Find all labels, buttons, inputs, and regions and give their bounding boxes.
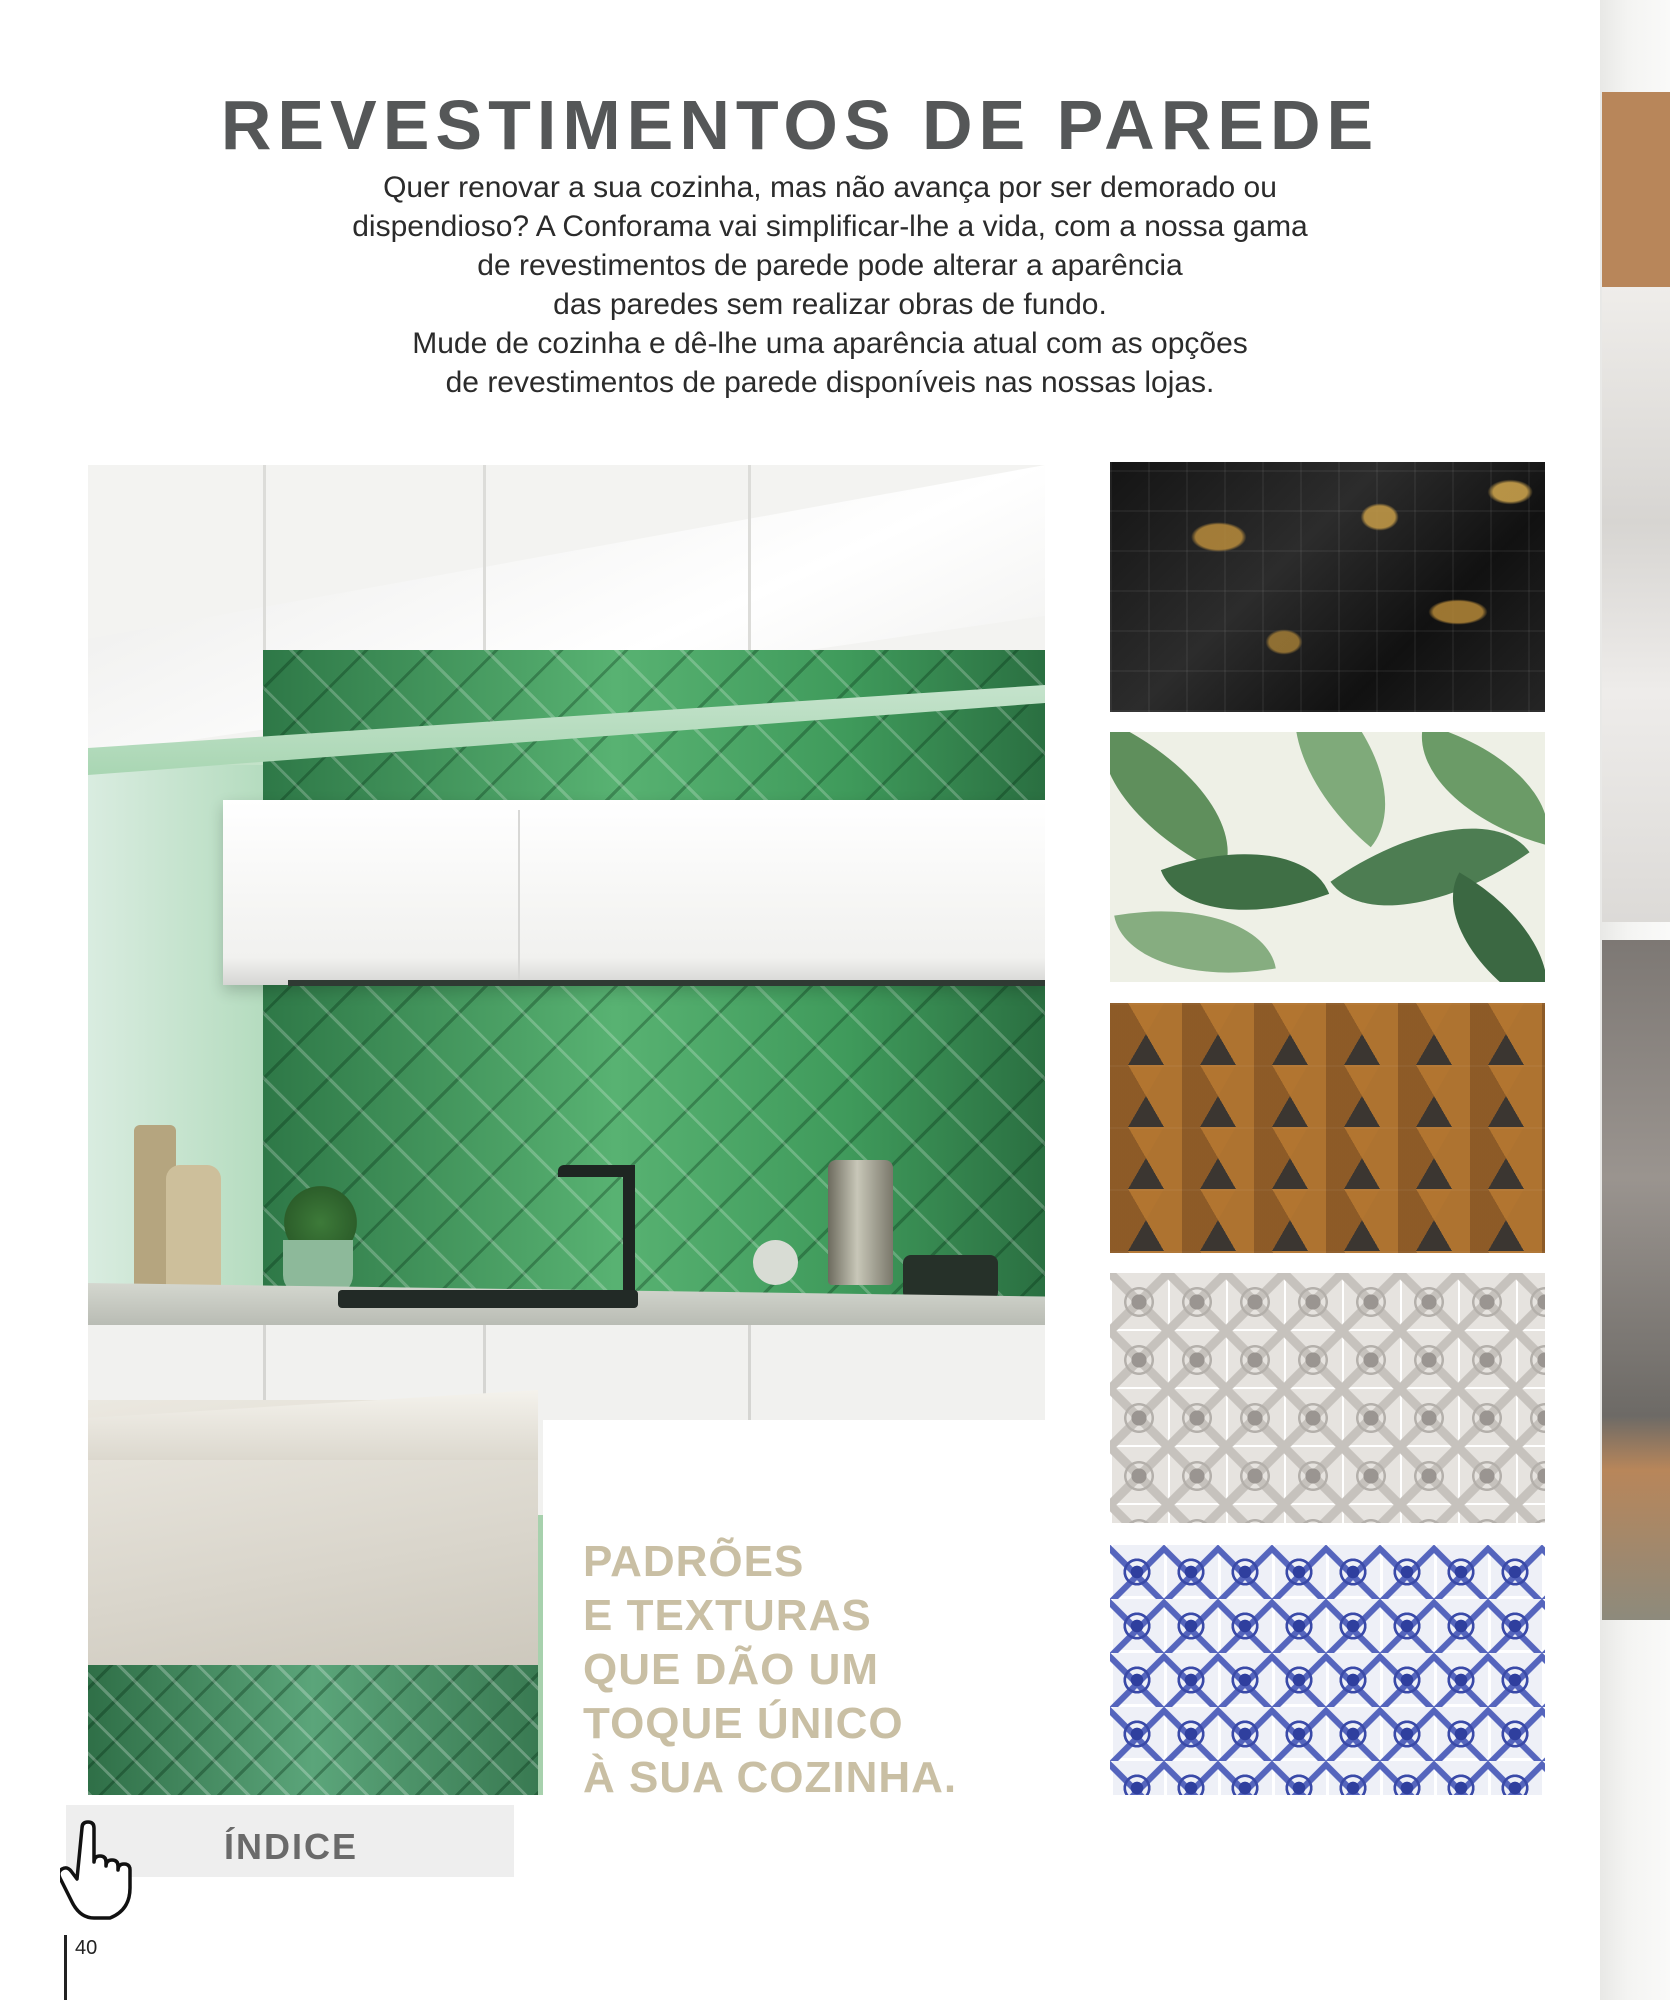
cooking-pot bbox=[903, 1255, 998, 1300]
tagline-line: PADRÕES bbox=[583, 1537, 805, 1586]
cutting-board bbox=[166, 1165, 221, 1285]
intro-line: das paredes sem realizar obras de fundo. bbox=[553, 288, 1107, 321]
intro-line: dispendioso? A Conforama vai simplificar-lhe a vida, com a nossa gama bbox=[352, 210, 1308, 243]
page-number-rule bbox=[64, 1935, 67, 2000]
next-page-photo-bottom bbox=[1602, 940, 1670, 1620]
wall-cabinet bbox=[223, 800, 1045, 985]
cabinet-divider bbox=[748, 465, 751, 665]
swatch-tropical-leaves bbox=[1110, 732, 1545, 982]
texture-overlay bbox=[1110, 1003, 1545, 1253]
swatch-black-gold-marble bbox=[1110, 462, 1545, 712]
tagline bbox=[583, 1535, 957, 1805]
faucet bbox=[623, 1165, 635, 1295]
intro-line: Mude de cozinha e dê-lhe uma aparência atual com as opções bbox=[412, 327, 1248, 360]
kettle bbox=[828, 1160, 893, 1285]
tagline-line: À SUA COZINHA. bbox=[583, 1753, 958, 1802]
wall-cabinet-divider bbox=[518, 810, 520, 980]
intro-line: de revestimentos de parede pode alterar a aparência bbox=[477, 249, 1183, 282]
index-label[interactable]: ÍNDICE bbox=[224, 1826, 359, 1867]
page-title: REVESTIMENTOS DE PAREDE bbox=[220, 86, 1380, 164]
leaf bbox=[1248, 732, 1432, 847]
intro-line: Quer renovar a sua cozinha, mas não avança por ser demorado ou bbox=[383, 171, 1277, 204]
bowl bbox=[753, 1240, 798, 1285]
intro-line: de revestimentos de parede disponíveis nas nossas lojas. bbox=[445, 366, 1215, 399]
intro-paragraph bbox=[200, 168, 1460, 402]
swatch-blue-azulejo-tiles bbox=[1110, 1545, 1545, 1795]
under-cabinet-light bbox=[288, 980, 1045, 986]
green-tile-sample bbox=[88, 1665, 538, 1795]
sink bbox=[338, 1290, 638, 1308]
page-number: 40 bbox=[75, 1937, 98, 1959]
next-page-photo-top bbox=[1602, 92, 1670, 922]
tagline-line: TOQUE ÚNICO bbox=[583, 1699, 904, 1748]
swatch-geometric-copper-triangles bbox=[1110, 1003, 1545, 1253]
pointing-hand-icon[interactable] bbox=[60, 1820, 140, 1920]
swatch-grey-patterned-tiles bbox=[1110, 1273, 1545, 1523]
tagline-line: E TEXTURAS bbox=[583, 1591, 872, 1640]
leaf bbox=[1110, 732, 1261, 874]
tagline-line: QUE DÃO UM bbox=[583, 1645, 879, 1694]
